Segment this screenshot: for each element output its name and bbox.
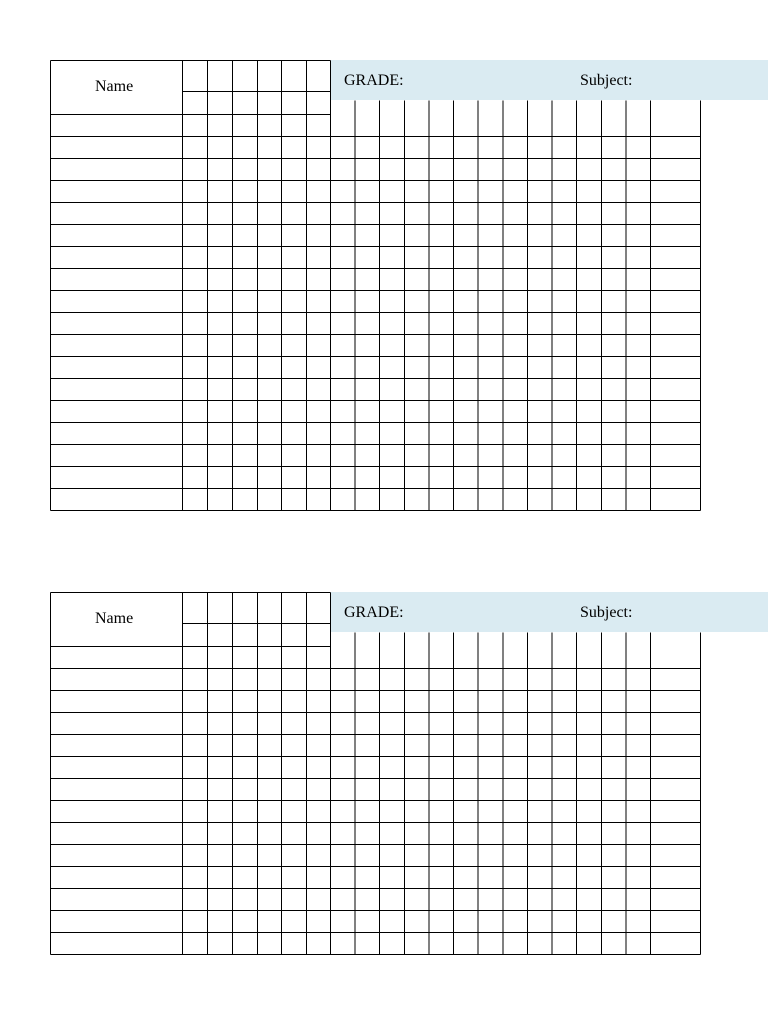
grade-label: GRADE:	[344, 72, 404, 89]
subject-label: Subject:	[580, 72, 633, 89]
grade-label: GRADE:	[344, 604, 404, 621]
name-column-header: Name	[95, 610, 134, 627]
subject-label: Subject:	[580, 604, 633, 621]
name-column-header: Name	[95, 78, 134, 95]
